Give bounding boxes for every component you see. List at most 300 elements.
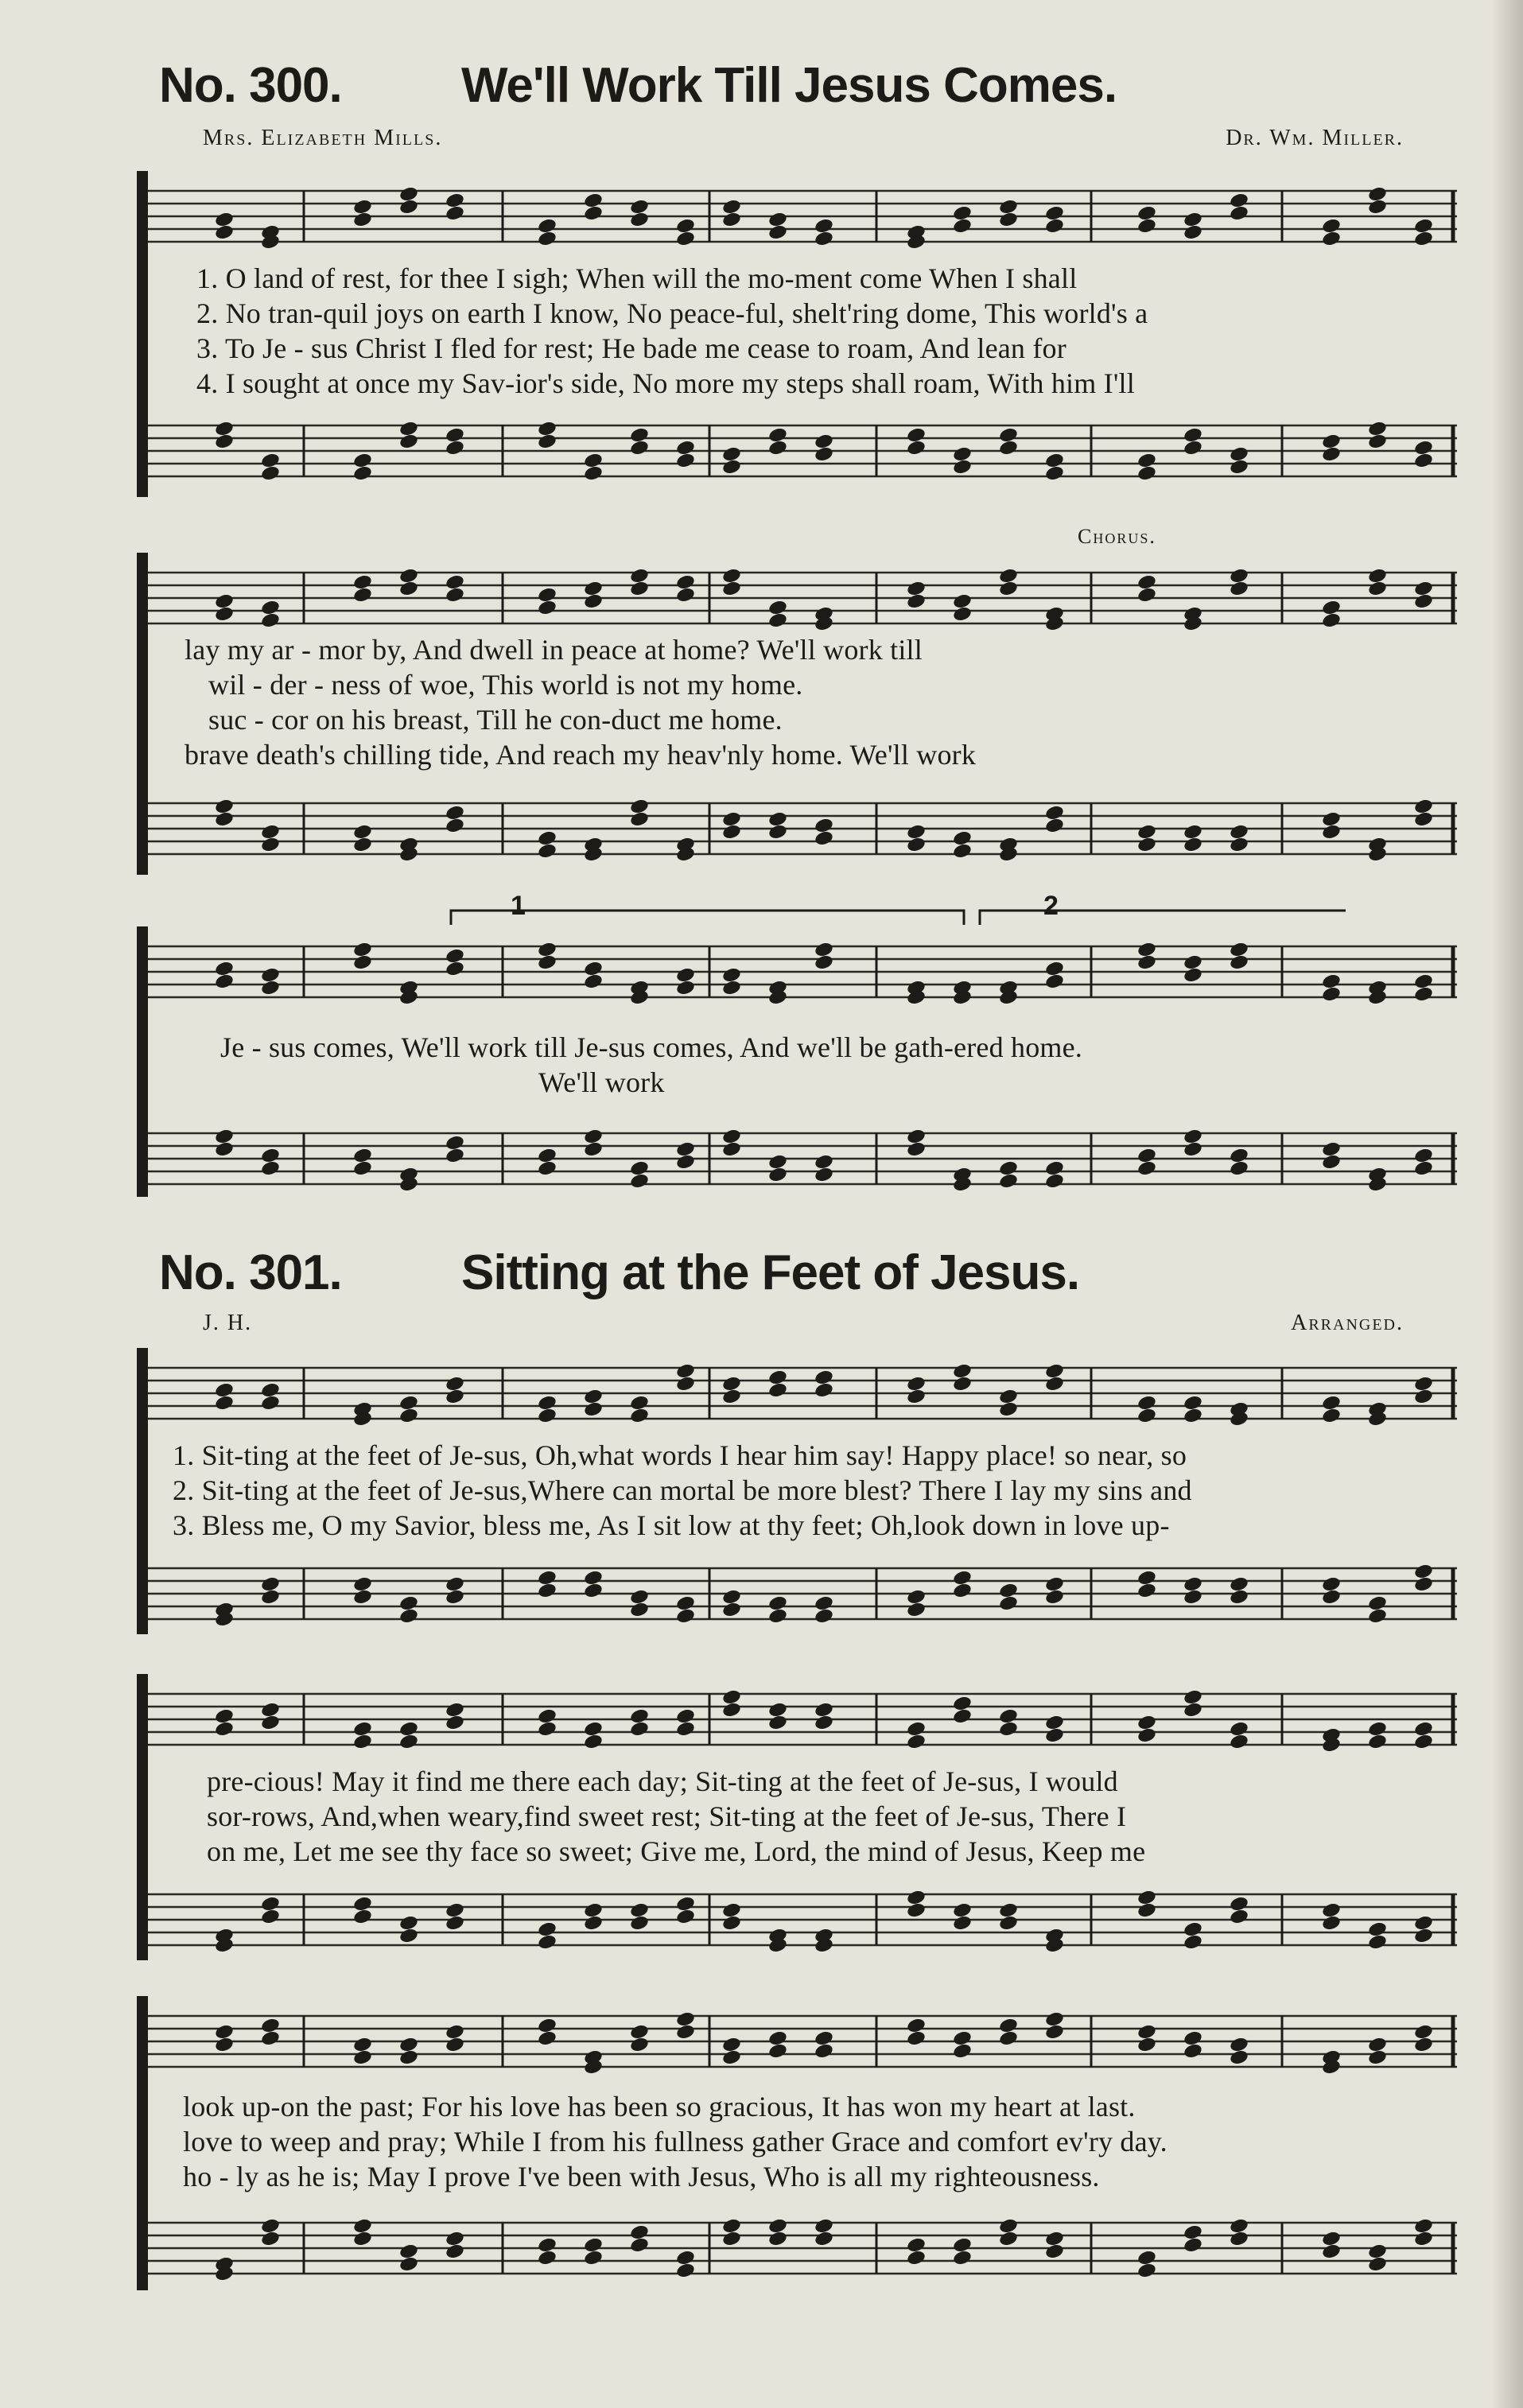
note-head xyxy=(1044,1714,1065,1731)
note-head xyxy=(1321,1140,1342,1158)
system-brace xyxy=(137,1674,148,1960)
note-head xyxy=(721,198,742,216)
note-head xyxy=(721,2049,742,2066)
note-head xyxy=(1413,1375,1434,1392)
note-head xyxy=(583,2249,604,2266)
treble-staff xyxy=(137,175,1457,254)
note-head xyxy=(1136,217,1157,235)
note-head xyxy=(445,1588,465,1606)
note-head xyxy=(537,586,558,604)
note-head xyxy=(1413,1147,1434,1164)
note-head xyxy=(214,973,235,990)
note-head xyxy=(583,2236,604,2254)
note-head xyxy=(952,1901,973,1919)
note-head xyxy=(721,810,742,828)
note-head xyxy=(767,2042,788,2060)
hymn-301-verses-1 xyxy=(173,1438,1437,1543)
system-brace xyxy=(137,1348,148,1634)
note-head xyxy=(214,810,235,828)
note-head xyxy=(398,433,419,450)
note-head xyxy=(260,979,281,996)
note-head xyxy=(214,433,235,450)
note-head xyxy=(537,2029,558,2047)
note-head xyxy=(1136,2023,1157,2041)
note-head xyxy=(537,842,558,860)
note-head xyxy=(814,2029,834,2047)
hymn-300-verses-3 xyxy=(220,1030,1485,1100)
note-head xyxy=(721,2217,742,2235)
note-head xyxy=(260,1714,281,1731)
note-head xyxy=(721,2230,742,2247)
note-head xyxy=(1321,1575,1342,1593)
note-head xyxy=(629,810,650,828)
note-head xyxy=(445,586,465,604)
note-head xyxy=(814,829,834,847)
system-brace xyxy=(137,171,148,497)
note-head xyxy=(998,439,1019,456)
hymn-300-composer: Dr. Wm. Miller. xyxy=(1226,126,1404,150)
note-head xyxy=(814,941,834,958)
note-head xyxy=(260,1394,281,1412)
note-head xyxy=(1413,810,1434,828)
note-head xyxy=(814,445,834,463)
note-head xyxy=(583,592,604,610)
note-head xyxy=(675,2262,696,2279)
note-head xyxy=(1044,2230,1065,2247)
note-head xyxy=(214,1140,235,1158)
note-head xyxy=(260,1701,281,1719)
note-head xyxy=(398,1720,419,1738)
note-head xyxy=(537,1720,558,1738)
bass-staff-lines xyxy=(137,2207,1457,2286)
note-head xyxy=(1367,2255,1388,2273)
note-head xyxy=(1229,567,1249,585)
note-head xyxy=(1229,2036,1249,2053)
note-head xyxy=(675,1362,696,1380)
note-head xyxy=(675,586,696,604)
note-head xyxy=(906,1733,927,1750)
note-head xyxy=(675,1140,696,1158)
note-head xyxy=(629,2236,650,2254)
note-head xyxy=(398,2255,419,2273)
note-head xyxy=(445,804,465,821)
note-head xyxy=(1413,2023,1434,2041)
note-head xyxy=(1136,941,1157,958)
hymn-300-verses-2 xyxy=(185,632,1449,772)
note-head xyxy=(675,2249,696,2266)
note-head xyxy=(675,1594,696,1612)
note-head xyxy=(214,2023,235,2041)
note-head xyxy=(675,1720,696,1738)
note-head xyxy=(814,2217,834,2235)
note-head xyxy=(1136,1582,1157,1599)
note-head xyxy=(352,836,373,853)
note-head xyxy=(214,960,235,977)
note-head xyxy=(906,1375,927,1392)
note-head xyxy=(445,2230,465,2247)
note-head xyxy=(721,1688,742,1706)
note-head xyxy=(629,1172,650,1190)
note-head xyxy=(767,1381,788,1399)
note-head xyxy=(952,217,973,235)
note-head xyxy=(1044,464,1065,482)
note-head xyxy=(352,1720,373,1738)
note-head xyxy=(260,823,281,841)
note-head xyxy=(721,979,742,996)
note-head xyxy=(675,966,696,984)
note-head xyxy=(952,1695,973,1712)
note-head xyxy=(998,211,1019,228)
note-head xyxy=(1367,2036,1388,2053)
note-head xyxy=(1229,458,1249,476)
note-head xyxy=(260,2230,281,2247)
treble-staff xyxy=(137,930,1457,1010)
note-head xyxy=(1136,823,1157,841)
note-head xyxy=(629,1720,650,1738)
note-head xyxy=(998,2217,1019,2235)
note-head xyxy=(814,953,834,971)
note-head xyxy=(906,439,927,456)
note-head xyxy=(814,1607,834,1625)
note-head xyxy=(260,1159,281,1177)
note-head xyxy=(1367,433,1388,450)
note-head xyxy=(537,829,558,847)
note-head xyxy=(445,817,465,834)
note-head xyxy=(814,817,834,834)
note-head xyxy=(998,1901,1019,1919)
note-head xyxy=(1183,1688,1203,1706)
note-head xyxy=(445,1375,465,1392)
note-head xyxy=(445,960,465,977)
note-head xyxy=(260,1147,281,1164)
note-head xyxy=(1044,1172,1065,1190)
treble-staff-lines xyxy=(137,557,1457,636)
note-head xyxy=(767,1369,788,1386)
note-head xyxy=(1044,973,1065,990)
note-head xyxy=(1229,953,1249,971)
note-head xyxy=(721,1375,742,1392)
note-head xyxy=(1183,223,1203,241)
note-head xyxy=(583,1720,604,1738)
note-head xyxy=(1229,1908,1249,1925)
note-head xyxy=(675,2010,696,2028)
verse-line: look up-on the past; For his love has been so gracious, It has won my heart at last. xyxy=(183,2091,1136,2123)
note-head xyxy=(214,1394,235,1412)
note-head xyxy=(814,1369,834,1386)
note-head xyxy=(952,2029,973,2047)
verse-line: lay my ar - mor by, And dwell in peace at home? We'll work till xyxy=(185,634,923,666)
note-head xyxy=(814,1714,834,1731)
note-head xyxy=(398,1607,419,1625)
note-head xyxy=(214,1381,235,1399)
note-head xyxy=(214,223,235,241)
note-head xyxy=(1413,217,1434,235)
note-head xyxy=(814,230,834,247)
note-head xyxy=(583,1128,604,1145)
note-head xyxy=(537,1147,558,1164)
note-head xyxy=(1044,804,1065,821)
note-head xyxy=(675,573,696,591)
note-head xyxy=(906,1388,927,1405)
note-head xyxy=(675,1153,696,1171)
note-head xyxy=(1367,1720,1388,1738)
note-head xyxy=(767,1166,788,1183)
note-head xyxy=(675,1908,696,1925)
note-head xyxy=(952,605,973,623)
note-head xyxy=(398,1927,419,1944)
note-head xyxy=(1413,1388,1434,1405)
note-head xyxy=(675,1375,696,1392)
note-head xyxy=(398,1914,419,1932)
note-head xyxy=(1321,612,1342,629)
note-head xyxy=(814,1701,834,1719)
note-head xyxy=(952,1362,973,1380)
note-head xyxy=(1136,1714,1157,1731)
hymn-301-verses-3 xyxy=(183,2089,1447,2194)
note-head xyxy=(445,1714,465,1731)
note-head xyxy=(214,798,235,815)
note-head xyxy=(260,836,281,853)
note-head xyxy=(1136,1889,1157,1906)
note-head xyxy=(445,2243,465,2260)
note-head xyxy=(814,2042,834,2060)
note-head xyxy=(352,823,373,841)
note-head xyxy=(537,420,558,437)
note-head xyxy=(1413,439,1434,456)
note-head xyxy=(260,2029,281,2047)
note-head xyxy=(952,2042,973,2060)
note-head xyxy=(767,211,788,228)
note-head xyxy=(1321,810,1342,828)
note-head xyxy=(398,580,419,597)
note-head xyxy=(1229,580,1249,597)
note-head xyxy=(1321,217,1342,235)
note-head xyxy=(1136,953,1157,971)
note-head xyxy=(1183,836,1203,853)
verse-line: 1. Sit-ting at the feet of Je-sus, Oh,what words I hear him say! Happy place! so near, so xyxy=(173,1439,1187,1471)
note-head xyxy=(629,2036,650,2053)
note-head xyxy=(629,1901,650,1919)
page-edge-shadow xyxy=(1491,0,1523,2408)
treble-staff-lines xyxy=(137,930,1457,1010)
treble-staff xyxy=(137,1352,1457,1431)
note-head xyxy=(1044,1726,1065,1744)
hymn-300-number: No. 300. xyxy=(159,58,342,113)
note-head xyxy=(952,1914,973,1932)
first-ending-number: 1 xyxy=(511,891,526,921)
note-head xyxy=(998,567,1019,585)
note-head xyxy=(352,2217,373,2235)
note-head xyxy=(1321,985,1342,1003)
note-head xyxy=(1136,1901,1157,1919)
note-head xyxy=(721,2036,742,2053)
verse-line: 4. I sought at once my Sav-ior's side, No more my steps shall roam, With him I'll xyxy=(196,367,1135,399)
note-head xyxy=(906,2029,927,2047)
note-head xyxy=(1183,953,1203,971)
note-head xyxy=(352,198,373,216)
verse-line: brave death's chilling tide, And reach my heav'nly home. We'll work xyxy=(185,739,977,771)
note-head xyxy=(445,1701,465,1719)
note-head xyxy=(583,204,604,222)
note-head xyxy=(998,2230,1019,2247)
note-head xyxy=(721,211,742,228)
note-head xyxy=(998,1594,1019,1612)
note-head xyxy=(906,426,927,444)
note-head xyxy=(1367,198,1388,216)
note-head xyxy=(537,2236,558,2254)
note-head xyxy=(214,211,235,228)
note-head xyxy=(1044,2243,1065,2260)
note-head xyxy=(352,2230,373,2247)
note-head xyxy=(1321,230,1342,247)
note-head xyxy=(906,1901,927,1919)
note-head xyxy=(214,592,235,610)
note-head xyxy=(352,1588,373,1606)
note-head xyxy=(1413,230,1434,247)
note-head xyxy=(398,567,419,585)
note-head xyxy=(1183,1140,1203,1158)
note-head xyxy=(721,966,742,984)
note-head xyxy=(1367,1921,1388,1938)
hymn-300-title: We'll Work Till Jesus Comes. xyxy=(461,58,1117,113)
note-head xyxy=(537,1407,558,1424)
note-head xyxy=(721,445,742,463)
note-head xyxy=(952,829,973,847)
treble-staff xyxy=(137,557,1457,636)
note-head xyxy=(629,798,650,815)
note-head xyxy=(214,1707,235,1725)
verse-line: on me, Let me see thy face so sweet; Give me, Lord, the mind of Jesus, Keep me xyxy=(207,1835,1146,1867)
bass-staff xyxy=(137,1552,1457,1632)
note-head xyxy=(1413,1159,1434,1177)
note-head xyxy=(906,2236,927,2254)
note-head xyxy=(352,464,373,482)
note-head xyxy=(629,1407,650,1424)
note-head xyxy=(1044,204,1065,222)
note-head xyxy=(1229,1720,1249,1738)
note-head xyxy=(1183,426,1203,444)
note-head xyxy=(906,580,927,597)
note-head xyxy=(1321,445,1342,463)
note-head xyxy=(675,439,696,456)
note-head xyxy=(906,836,927,853)
chorus-alt-line: We'll work xyxy=(538,1066,665,1098)
note-head xyxy=(1229,2230,1249,2247)
note-head xyxy=(1136,2262,1157,2279)
note-head xyxy=(537,1921,558,1938)
note-head xyxy=(1413,1563,1434,1580)
note-head xyxy=(906,2017,927,2034)
note-head xyxy=(352,2036,373,2053)
note-head xyxy=(906,823,927,841)
note-head xyxy=(814,1381,834,1399)
note-head xyxy=(260,2217,281,2235)
note-head xyxy=(1321,1901,1342,1919)
note-head xyxy=(398,198,419,216)
hymn-300-system-2 xyxy=(137,549,1457,899)
note-head xyxy=(583,580,604,597)
hymn-301-lyricist: J. H. xyxy=(203,1311,253,1335)
bass-staff xyxy=(137,1878,1457,1958)
note-head xyxy=(1321,2230,1342,2247)
system-brace xyxy=(137,1996,148,2290)
treble-staff-lines xyxy=(137,1352,1457,1431)
note-head xyxy=(1183,439,1203,456)
verse-line: 3. To Je - sus Christ I fled for rest; He bade me cease to roam, And lean for xyxy=(196,332,1066,364)
note-head xyxy=(1183,1394,1203,1412)
hymn-300-verses-1 xyxy=(196,261,1461,401)
note-head xyxy=(952,2249,973,2266)
verse-line: sor-rows, And,when weary,find sweet rest; Sit-ting at the feet of Je-sus, There I xyxy=(207,1800,1127,1832)
note-head xyxy=(1367,567,1388,585)
note-head xyxy=(952,1707,973,1725)
note-head xyxy=(583,464,604,482)
note-head xyxy=(1413,1720,1434,1738)
note-head xyxy=(1229,1159,1249,1177)
note-head xyxy=(767,612,788,629)
note-head xyxy=(583,960,604,977)
note-head xyxy=(1136,1569,1157,1587)
note-head xyxy=(998,198,1019,216)
note-head xyxy=(537,230,558,247)
bass-staff-lines xyxy=(137,1552,1457,1632)
note-head xyxy=(1044,1159,1065,1177)
bass-staff-lines xyxy=(137,1878,1457,1958)
hymn-301-system-2 xyxy=(137,1670,1457,1988)
note-head xyxy=(1183,211,1203,228)
note-head xyxy=(767,599,788,616)
verse-line: 1. O land of rest, for thee I sigh; When will the mo-ment come When I shall xyxy=(196,262,1078,294)
hymn-301-heading xyxy=(159,1245,1079,1301)
note-head xyxy=(537,599,558,616)
note-head xyxy=(1367,2243,1388,2260)
verse-line: wil - der - ness of woe, This world is not my home. xyxy=(208,669,803,701)
note-head xyxy=(352,452,373,469)
note-head xyxy=(1367,2049,1388,2066)
note-head xyxy=(1413,1733,1434,1750)
note-head xyxy=(537,953,558,971)
note-head xyxy=(1183,1701,1203,1719)
bass-staff xyxy=(137,410,1457,489)
note-head xyxy=(1229,1733,1249,1750)
verse-line: 2. No tran-quil joys on earth I know, No peace-ful, shelt'ring dome, This world's a xyxy=(196,297,1148,329)
note-head xyxy=(1413,2036,1434,2053)
note-head xyxy=(583,1914,604,1932)
note-head xyxy=(1321,1407,1342,1424)
note-head xyxy=(629,2224,650,2241)
note-head xyxy=(1183,966,1203,984)
note-head xyxy=(214,605,235,623)
note-head xyxy=(675,452,696,469)
note-head xyxy=(998,1388,1019,1405)
note-head xyxy=(352,1575,373,1593)
note-head xyxy=(1321,2243,1342,2260)
note-head xyxy=(1044,2010,1065,2028)
note-head xyxy=(537,1394,558,1412)
note-head xyxy=(537,2249,558,2266)
note-head xyxy=(537,1569,558,1587)
note-head xyxy=(629,2023,650,2041)
note-head xyxy=(1413,452,1434,469)
volta-brackets xyxy=(137,903,1457,926)
note-head xyxy=(1044,1375,1065,1392)
note-head xyxy=(260,1575,281,1593)
note-head xyxy=(906,1588,927,1606)
note-head xyxy=(998,1582,1019,1599)
note-head xyxy=(906,1720,927,1738)
note-head xyxy=(952,842,973,860)
note-head xyxy=(721,1128,742,1145)
